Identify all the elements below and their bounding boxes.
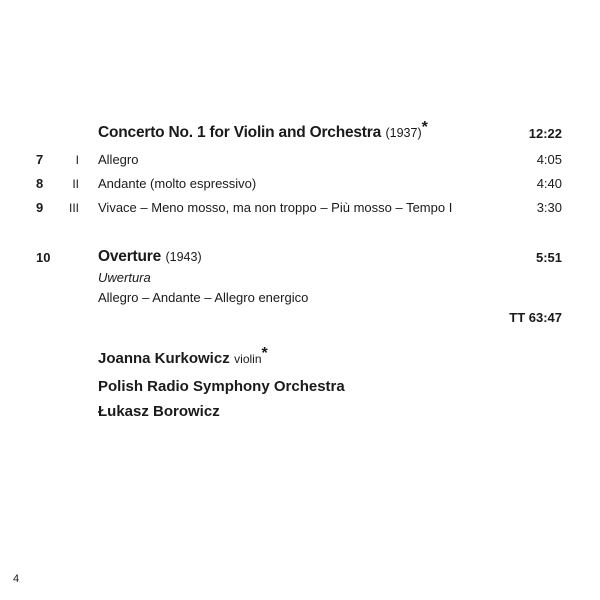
track-number: 8 [36, 176, 44, 191]
track-number: 10 [36, 250, 51, 265]
concerto-asterisk: * [421, 119, 428, 136]
track-duration: 4:05 [536, 152, 562, 167]
concerto-duration: 12:22 [528, 126, 562, 141]
track-duration: 4:40 [536, 176, 562, 191]
track-title: Vivace – Meno mosso, ma non troppo – Più mosso – Tempo I [98, 200, 453, 215]
orchestra-name: Polish Radio Symphony Orchestra [98, 378, 345, 395]
movement-number: III [68, 201, 79, 215]
track-number: 9 [36, 200, 44, 215]
page-number: 4 [13, 573, 20, 585]
total-time: TT 63:47 [509, 310, 562, 325]
track-number: 7 [36, 152, 44, 167]
concerto-heading [98, 119, 428, 142]
overture-subtitle: Uwertura [98, 270, 151, 285]
soloist-name: Joanna Kurkowicz [98, 350, 230, 367]
soloist-credit [98, 345, 268, 368]
concerto-year: (1937) [385, 126, 422, 140]
movement-number: I [75, 153, 79, 167]
overture-duration: 5:51 [535, 250, 562, 265]
movement-number: II [72, 177, 79, 191]
track-title: Allegro [98, 152, 139, 167]
track-duration: 3:30 [536, 200, 562, 215]
track-title: Andante (molto espressivo) [98, 176, 257, 191]
concerto-title: Concerto No. 1 for Violin and Orchestra [98, 124, 382, 141]
overture-title: Overture [98, 248, 162, 265]
conductor-name: Łukasz Borowicz [98, 403, 220, 420]
soloist-instrument: violin [234, 352, 262, 366]
overture-year: (1943) [165, 250, 202, 264]
soloist-asterisk: * [261, 345, 268, 362]
overture-tempo: Allegro – Andante – Allegro energico [98, 290, 309, 305]
overture-heading [98, 248, 202, 266]
